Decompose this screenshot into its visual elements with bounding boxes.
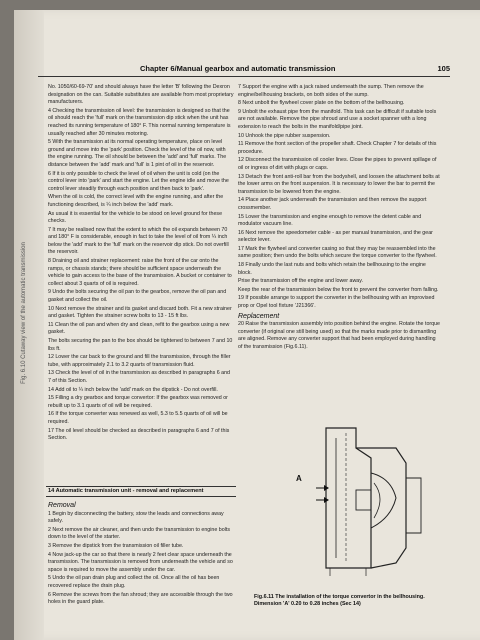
paragraph: 15 Filling a dry gearbox and torque convertor: If the gearbox was removed or rebuilt up to 3.1 quarts of oil will be required. — [48, 395, 228, 409]
paragraph: The bolts securing the pan to the box should be tightened to between 7 and 10 lbs ft. — [48, 338, 233, 352]
paragraph: 8 Next unbolt the flywheel cover plate on the bottom of the bellhousing. — [238, 100, 405, 107]
left-column — [48, 84, 234, 444]
paragraph: 8 Draining oil and strainer replacement: raise the front of the car onto the ramps, or chassis stands; there should be sufficient space underneath the vehicle to gain access to the base of the transmission. A bucket or container to collect about 3 quarts of oil is required. — [48, 258, 232, 287]
removal-step: 6 Remove the screws from the fan shroud; they are accessible through the two holes in the guard plate. — [48, 591, 233, 606]
paragraph: 19 If possible arrange to support the converter in the bellhousing with an improvised prop or Opel tool fixture 'J21366'. — [238, 295, 435, 310]
paragraph: 14 Place another jack underneath the transmission and then remove the support crossmember. — [238, 197, 427, 211]
figure-caption: Fig.6.11 The installation of the torque convertor in the bellhousing. Dimension 'A' 0.20 to 0.28 inches (Sec 14) — [254, 594, 425, 607]
replacement-step: 20 Raise the transmission assembly into position behind the engine. Rotate the torque converter (if original one still being used) so that the marks made prior to dismantling are aligned. Remove any converter support that had been employed during handling of the transmission (Fig.6.11). — [238, 321, 440, 350]
section-heading: 14 Automatic transmission unit - removal and replacement — [46, 486, 236, 497]
paragraph: 15 Lower the transmission and engine enough to remove the detent cable and modulator vacuum line. — [238, 213, 422, 228]
paragraph: 14 Add oil to ¼ inch below the 'add' mark on the dipstick - Do not overfill. — [48, 386, 218, 393]
chapter-title: Chapter 6/Manual gearbox and automatic transmission — [140, 64, 336, 73]
removal-step: 4 Now jack-up the car so that there is nearly 2 feet clear space underneath the transmission. The transmission is removed from underneath the vehicle and so space is required to move the assembly under the car. — [48, 551, 233, 573]
paragraph: As usual it is essential for the vehicle to be stood on level ground for these checks. — [48, 210, 223, 225]
paragraph: 13 Check the level of oil in the transmission as described in paragraphs 6 and 7 of this Section. — [48, 370, 230, 384]
paragraph: 12 Disconnect the transmission oil cooler lines. Close the pipes to prevent spillage of oil or ingress of dirt with plugs or caps. — [238, 157, 437, 171]
paragraph: When the oil is cold, the correct level with the engine running, and after the functioning described, is ¼ inch below the 'add' mark. — [48, 194, 224, 208]
torque-converter-figure — [296, 418, 446, 578]
paragraph: 12 Lower the car back to the ground and fill the transmission, through the filler tube, with approximately 2.1 to 3.2 quarts of transmission fluid. — [48, 354, 231, 368]
removal-section — [48, 500, 234, 608]
right-column — [238, 84, 440, 353]
paragraph: 11 Clean the oil pan and when dry and clean, refit to the gearbox using a new gasket. — [48, 321, 230, 336]
paragraph: 17 The oil level should be checked as described in paragraphs 6 and 7 of this Section. — [48, 427, 230, 442]
replacement-steps — [238, 321, 440, 351]
paragraph: 7 Support the engine with a jack raised underneath the sump. Then remove the engine/bellhousing brackets, on both sides of the sump. — [238, 84, 424, 98]
paragraph: 7 It may be realised now that the extent to which the oil expands between 70 and 180° F is considerable, enough in fact to take the level of oil from ¼ inch below the 'add' mark to the 'full' mark on the reservoir dip stick. Do not overfill the reservoir. — [48, 226, 229, 256]
removal-steps — [48, 511, 234, 607]
paragraph: 17 Mark the flywheel and converter casing so that they may be reassembled into the same position; then undo the bolts which secure the torque converter to the flywheel. — [238, 245, 437, 260]
paragraph: 16 Next remove the speedometer cable - as per manual transmission, and the gear selector lever. — [238, 229, 433, 244]
paragraph: 11 Remove the front section of the propeller shaft. Check Chapter 7 for details of this procedure. — [238, 141, 437, 155]
paragraph: 10 Next remove the strainer and its gasket and discard both. Fit a new strainer and gasket. Tighten the strainer screw bolts to 13 - 15 ft lbs. — [48, 305, 232, 320]
removal-heading: Removal — [48, 502, 76, 509]
paragraph: 5 With the transmission at its normal operating temperature, place on level ground and move into the 'park' position. Check the level of the oil now, with the engine running. The oil should be between the 'add' and 'full' marks. The distance between the 'add' mark and 'full' is 1 pint of oil in the reservoir. — [48, 139, 227, 168]
paragraph: 6 If it is only possible to check the level of oil when the unit is cold (on the control lever into 'park' and start the engine. Let the engine idle and move the control lever steadily through each position and then back to 'park'. — [48, 170, 229, 192]
removal-step: 2 Next remove the air cleaner, and then undo the transmission to engine bolts down to the level of the starter. — [48, 526, 230, 541]
dimension-label: A — [296, 474, 302, 483]
paragraph: 16 If the torque converter was renewed as well, 5.3 to 5.5 quarts of oil will be required. — [48, 411, 228, 425]
right-steps — [238, 84, 440, 311]
paragraph: 13 Detach the front anti-roll bar from the bodyshell, and loosen the attachment bolts at the lower arms on the front suspension. It is necessary to lower the bar to permit the transmission to be lowered from the engine. — [238, 173, 440, 195]
paragraph: 10 Unhook the pipe rubber suspension. — [238, 132, 331, 139]
paragraph: No. 1050/60-69-70' and should always have the letter 'B' following the Dexron designation on the can. Suitable substitutes are available from most proprietary manufacturers. — [48, 84, 234, 106]
header-rule — [38, 76, 450, 77]
page-gutter — [14, 10, 44, 640]
paragraph: 4 Checking the transmission oil level: the transmission is designed so that the oil should reach the 'full' mark on the transmission dip stick when the unit has reached its running temperature of 180° F. This normal running temperature is usually reached after 30 minutes motoring. — [48, 107, 231, 137]
paragraph: Keep the rear of the transmission below the front to prevent the converter from falling. — [238, 286, 439, 293]
paragraph: 9 Unbolt the exhaust pipe from the manifold. This task can be difficult if suitable tools are not available. Remove the pipe shroud and use a socket spanner with a long extension to reach the bolts in the manifold/pipe joint. — [238, 108, 437, 130]
paragraph: Prise the transmission off the engine and lower away. — [238, 278, 363, 285]
removal-step: 3 Remove the dipstick from the transmission oil filler tube. — [48, 542, 184, 549]
paragraph: 9 Undo the bolts securing the oil pan to the gearbox, remove the oil pan and gasket and collect the oil. — [48, 289, 227, 304]
removal-step: 1 Begin by disconnecting the battery, stow the leads and connections away safely. — [48, 510, 224, 525]
replacement-heading: Replacement — [238, 312, 280, 320]
side-figure-caption: Fig. 6.10 Cutaway view of the automatic transmission — [21, 242, 27, 384]
paragraph: 18 Finally undo the last nuts and bolts which retain the bellhousing to the engine block. — [238, 262, 426, 276]
page-number: 105 — [437, 64, 450, 73]
removal-step: 5 Undo the oil pan drain plug and collect the oil. Once all the oil has been recovered replace the drain plug. — [48, 575, 220, 589]
